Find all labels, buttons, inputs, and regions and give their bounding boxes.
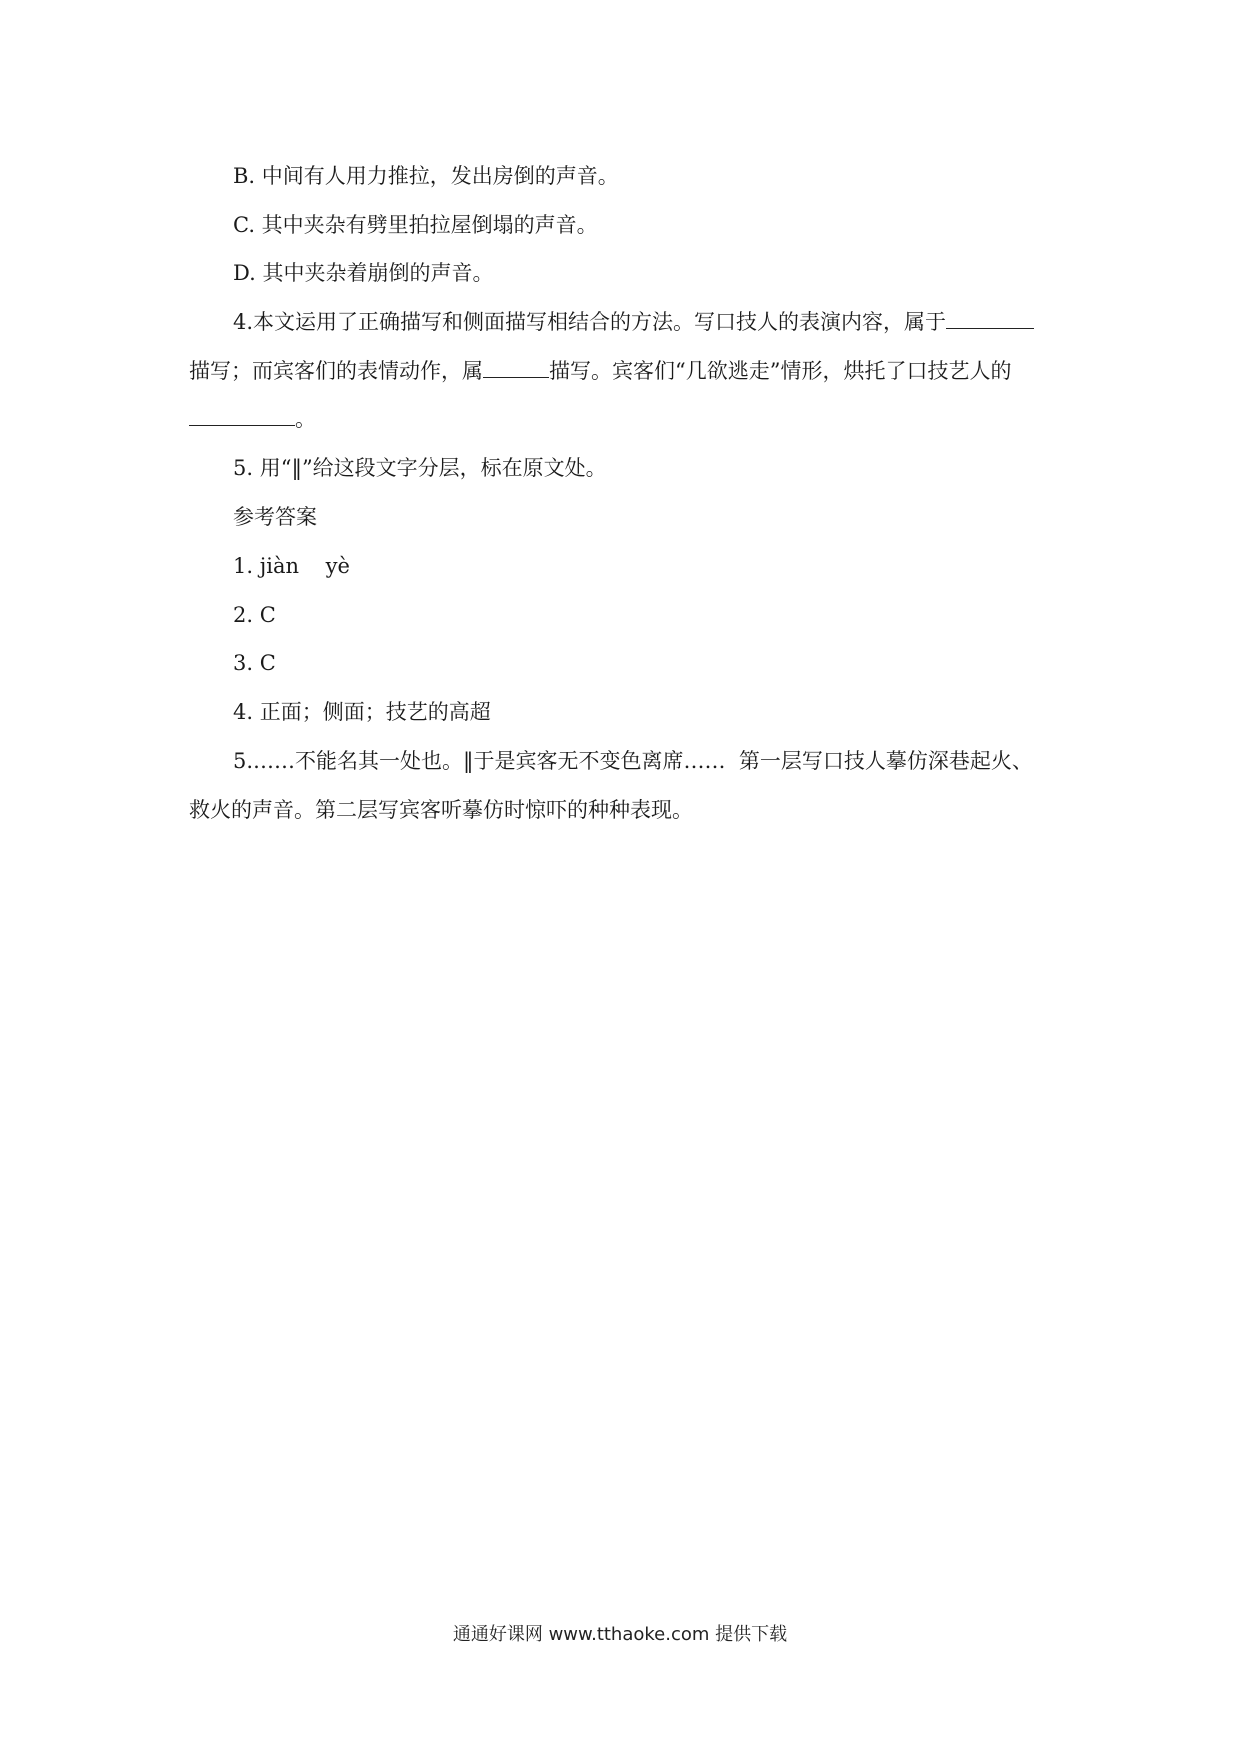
answer-3: 3. C [233,651,276,675]
question-5: 5. 用“‖”给这段文字分层，标在原文处。 [233,456,607,480]
answer-blank-2 [483,357,549,378]
answer-blank-1 [946,308,1034,329]
answer-1: 1. jiàn yè [233,554,350,578]
page-footer: 通通好课网 www.tthaoke.com 提供下载 [452,1624,788,1645]
option-c: C. 其中夹杂有劈里拍拉屋倒塌的声音。 [233,213,598,237]
question-4-line-2 [189,356,1011,386]
question-4-text-2: 描写；而宾客们的表情动作，属 [189,359,483,383]
question-4-line-3 [189,404,316,434]
answer-4: 4. 正面；侧面；技艺的高超 [233,700,491,724]
option-b: B. 中间有人用力推拉，发出房倒的声音。 [233,164,619,188]
answer-5-line-2: 救火的声音。第二层写宾客听摹仿时惊吓的种种表现。 [189,798,693,822]
answer-2: 2. C [233,603,276,627]
question-4-text-3: 描写。宾客们“几欲逃走”情形，烘托了口技艺人的 [549,359,1012,383]
question-4-line-1 [233,307,1034,337]
answers-heading: 参考答案 [233,505,317,529]
answer-blank-3 [189,405,295,426]
question-4-text-1: 4.本文运用了正确描写和侧面描写相结合的方法。写口技人的表演内容，属于 [233,310,947,334]
answer-5-line-1: 5.……不能名其一处也。‖于是宾客无不变色离席…… 第一层写口技人摹仿深巷起火、 [233,749,1033,773]
question-4-text-4: 。 [295,407,316,431]
option-d: D. 其中夹杂着崩倒的声音。 [233,261,494,285]
